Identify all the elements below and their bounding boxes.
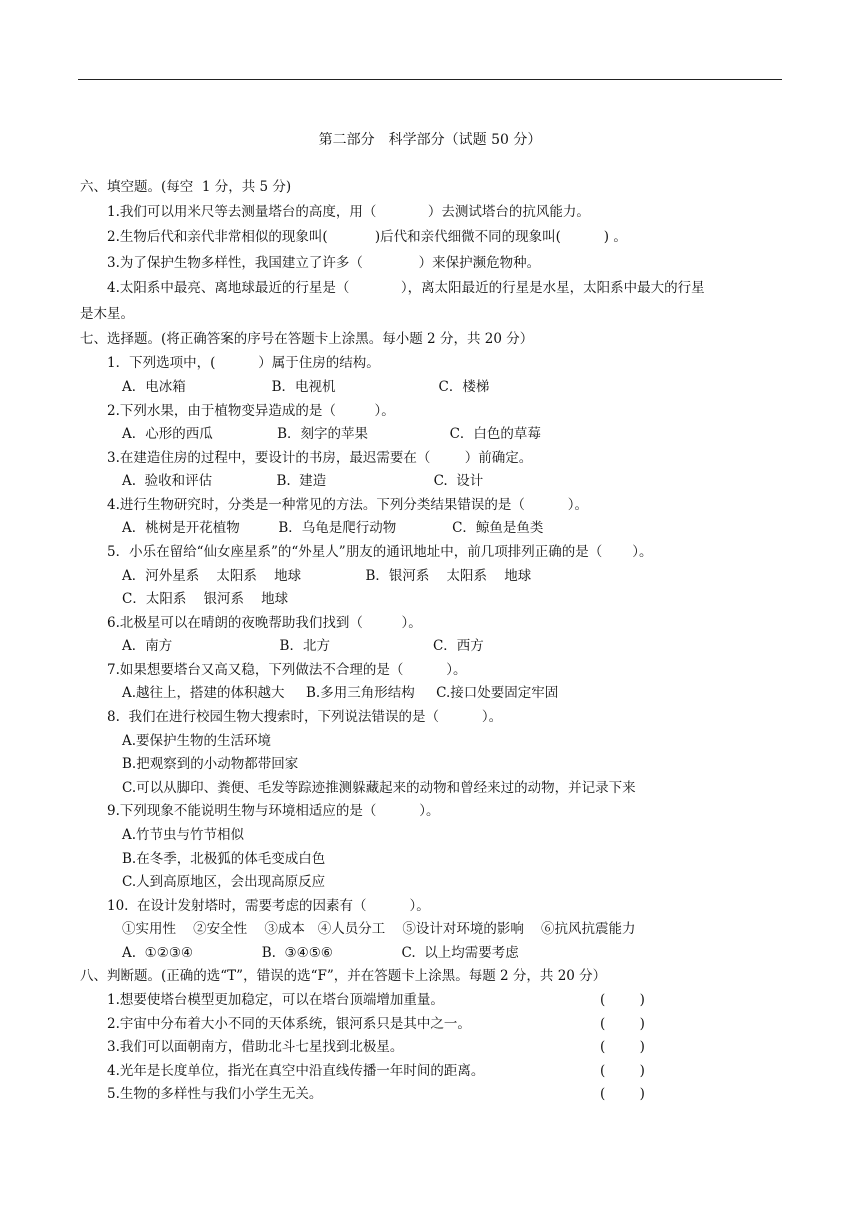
choice-question-7: 7.如果想要塔台又高又稳，下列做法不合理的是（ ）。 — [107, 662, 467, 678]
judge-question-3: 3.我们可以面朝南方，借助北斗七星找到北极星。 — [107, 1039, 404, 1055]
choice-options-5b: C．太阳系 银河系 地球 — [122, 591, 289, 607]
choice-options-2: A．心形的西瓜 B．刻字的苹果 C．白色的草莓 — [122, 426, 541, 442]
fill-question-2: 2.生物后代和亲代非常相似的现象叫( )后代和亲代细微不同的现象叫( ) 。 — [107, 229, 627, 245]
page-title: 第二部分 科学部分（试题 50 分） — [318, 132, 542, 148]
choice-question-9: 9.下列现象不能说明生物与环境相适应的是（ ）。 — [107, 803, 440, 819]
choice-question-5: 5．小乐在留给“仙女座星系”的“外星人”朋友的通讯地址中，前几项排列正确的是（ ）。 — [107, 544, 653, 560]
choice-options-1: A．电冰箱 B．电视机 C．楼梯 — [122, 379, 490, 395]
choice-options-3: A. 验收和评估 B. 建造 C. 设计 — [122, 473, 484, 489]
choice-question-8: 8. 我们在进行校园生物大搜索时，下列说法错误的是（ ）。 — [107, 709, 503, 725]
choice-option-9b: B.在冬季，北极狐的体毛变成白色 — [122, 851, 326, 867]
judge-bracket-2: ( ) — [600, 1016, 645, 1032]
fill-blank-heading: 六、填空题。(每空 1 分，共 5 分) — [80, 179, 292, 195]
choice-factors-10: ①实用性 ②安全性 ③成本 ④人员分工 ⑤设计对环境的影响 ⑥抗风抗震能力 — [122, 921, 636, 937]
judge-question-4: 4.光年是长度单位，指光在真空中沿直线传播一年时间的距离。 — [107, 1063, 485, 1079]
choice-question-3: 3.在建造住房的过程中，要设计的书房，最迟需要在（ ）前确定。 — [107, 450, 533, 466]
choice-options-6: A．南方 B．北方 C．西方 — [122, 638, 484, 654]
choice-heading: 七、选择题。(将正确答案的序号在答题卡上涂黑。每小题 2 分，共 20 分） — [80, 331, 534, 347]
choice-option-8b: B.把观察到的小动物都带回家 — [122, 756, 299, 772]
choice-question-10: 10. 在设计发射塔时，需要考虑的因素有（ ）。 — [107, 898, 430, 914]
choice-option-9c: C.人到高原地区，会出现高原反应 — [122, 874, 326, 890]
judge-bracket-4: ( ) — [600, 1063, 645, 1079]
choice-question-2: 2.下列水果，由于植物变异造成的是（ ）。 — [107, 403, 395, 419]
choice-options-5a: A．河外星系 太阳系 地球 B．银河系 太阳系 地球 — [122, 568, 532, 584]
fill-question-1: 1.我们可以用米尺等去测量塔台的高度，用（ ）去测试塔台的抗风能力。 — [107, 204, 590, 220]
choice-options-4: A．桃树是开花植物 B．乌龟是爬行动物 C．鲸鱼是鱼类 — [122, 520, 544, 536]
choice-options-10: A. ①②③④ B. ③④⑤⑥ C. 以上均需要考虑 — [122, 945, 519, 961]
choice-options-7: A.越往上，搭建的体积越大 B.多用三角形结构 C.接口处要固定牢固 — [122, 685, 559, 701]
choice-option-9a: A.竹节虫与竹节相似 — [122, 827, 245, 843]
header-rule — [78, 79, 782, 80]
choice-question-1: 1．下列选项中，( ）属于住房的结构。 — [107, 355, 380, 371]
judge-question-1: 1.想要使塔台模型更加稳定，可以在塔台顶端增加重量。 — [107, 992, 444, 1008]
judge-question-2: 2.宇宙中分布着大小不同的天体系统，银河系只是其中之一。 — [107, 1016, 471, 1032]
fill-question-4: 4.太阳系中最亮、离地球最近的行星是（ ），离太阳最近的行星是水星，太阳系中最大的行星 — [107, 280, 705, 296]
choice-option-8c: C.可以从脚印、粪便、毛发等踪迹推测躲藏起来的动物和曾经来过的动物，并记录下来 — [122, 780, 636, 796]
judge-bracket-3: ( ) — [600, 1039, 645, 1055]
judge-bracket-1: ( ) — [600, 992, 645, 1008]
fill-question-4-cont: 是木星。 — [80, 306, 134, 322]
choice-option-8a: A.要保护生物的生活环境 — [122, 733, 272, 749]
judge-question-5: 5.生物的多样性与我们小学生无关。 — [107, 1086, 323, 1102]
judge-heading: 八、判断题。(正确的选“T”，错误的选“F”，并在答题卡上涂黑。每题 2 分，共 20 分） — [80, 968, 607, 984]
judge-bracket-5: ( ) — [600, 1086, 645, 1102]
fill-question-3: 3.为了保护生物多样性，我国建立了许多（ ）来保护濒危物种。 — [107, 255, 541, 271]
choice-question-4: 4.进行生物研究时，分类是一种常见的方法。下列分类结果错误的是（ ）。 — [107, 497, 589, 513]
choice-question-6: 6.北极星可以在晴朗的夜晚帮助我们找到（ ）。 — [107, 615, 422, 631]
